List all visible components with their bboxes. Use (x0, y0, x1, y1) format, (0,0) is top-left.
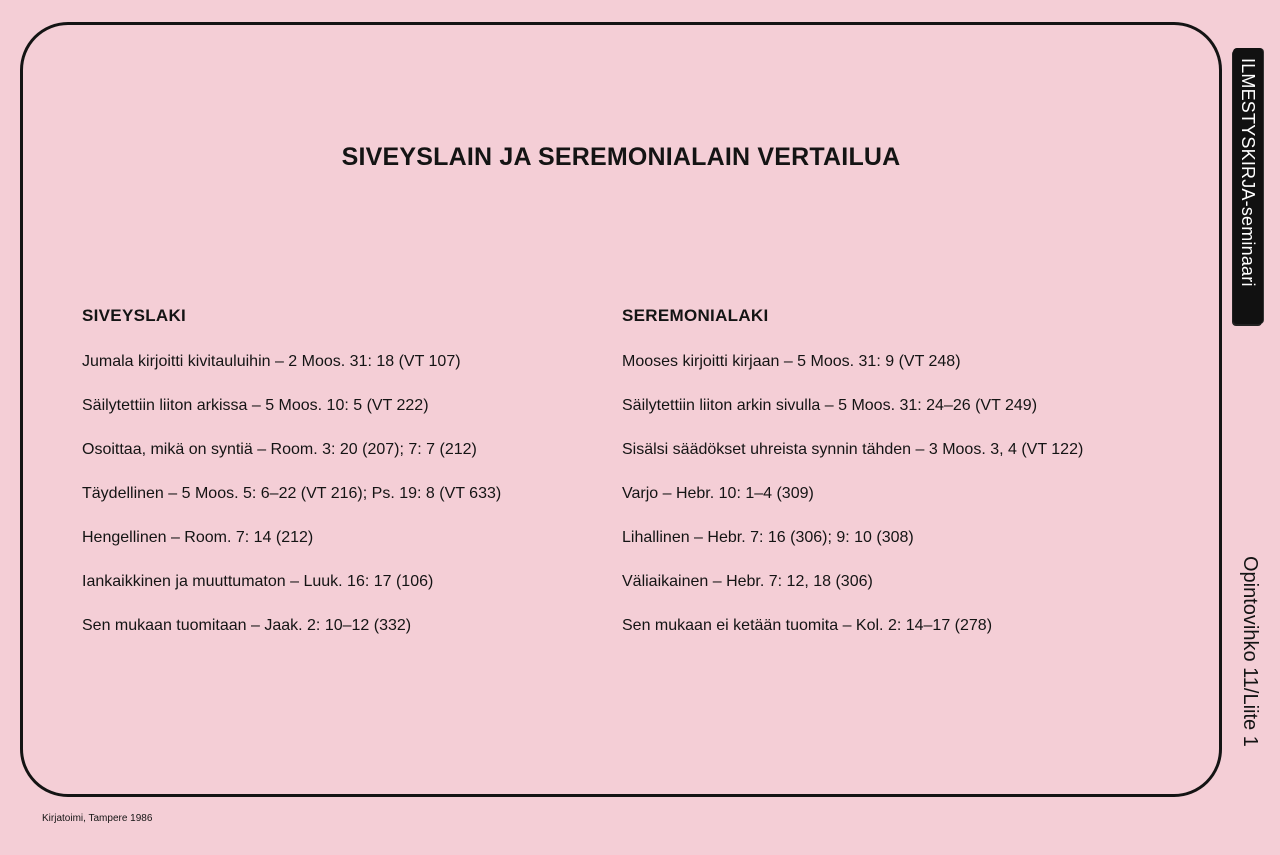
page-title: SIVEYSLAIN JA SEREMONIALAIN VERTAILUA (341, 143, 901, 171)
list-item: Hengellinen – Room. 7: 14 (212) (82, 529, 314, 546)
list-item: Väliaikainen – Hebr. 7: 12, 18 (306) (622, 573, 873, 590)
list-item: Säilytettiin liiton arkissa – 5 Moos. 10: 5 (VT 222) (82, 397, 429, 414)
list-item: Osoittaa, mikä on syntiä – Room. 3: 20 (207); 7: 7 (212) (82, 441, 477, 458)
series-tab (1233, 48, 1263, 324)
list-item: Sen mukaan tuomitaan – Jaak. 2: 10–12 (332) (82, 617, 412, 634)
series-tab-label: ILMESTYSKIRJA-seminaari (1238, 58, 1258, 287)
list-item: Varjo – Hebr. 10: 1–4 (309) (622, 485, 814, 502)
publisher-footer: Kirjatoimi, Tampere 1986 (42, 813, 153, 824)
list-item: Sisälsi säädökset uhreista synnin tähden – 3 Moos. 3, 4 (VT 122) (622, 441, 1084, 458)
ceremonial-law-column (622, 306, 1083, 658)
column-heading: SEREMONIALAKI (622, 306, 769, 325)
list-item: Säilytettiin liiton arkin sivulla – 5 Moos. 31: 24–26 (VT 249) (622, 397, 1038, 414)
list-item: Jumala kirjoitti kivitauluihin – 2 Moos. 31: 18 (VT 107) (82, 353, 461, 370)
list-item: Täydellinen – 5 Moos. 5: 6–22 (VT 216); Ps. 19: 8 (VT 633) (82, 485, 502, 502)
moral-law-column (82, 306, 501, 658)
list-item: Lihallinen – Hebr. 7: 16 (306); 9: 10 (308) (622, 529, 914, 546)
booklet-reference: Opintovihko 11/Liite 1 (1239, 556, 1261, 747)
list-item: Iankaikkinen ja muuttumaton – Luuk. 16: 17 (106) (82, 573, 434, 590)
list-item: Mooses kirjoitti kirjaan – 5 Moos. 31: 9 (VT 248) (622, 353, 961, 370)
list-item: Sen mukaan ei ketään tuomita – Kol. 2: 14–17 (278) (622, 617, 993, 634)
column-heading: SIVEYSLAKI (82, 306, 187, 325)
